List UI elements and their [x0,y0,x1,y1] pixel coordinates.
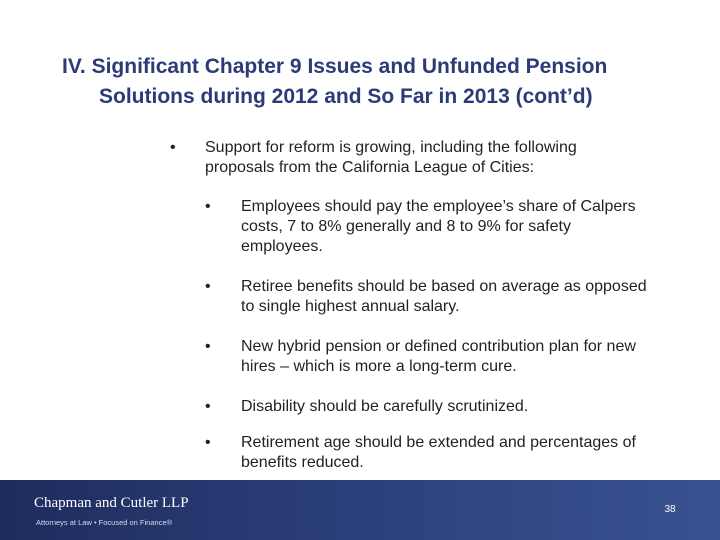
sub-bullet-line: benefits reduced. [241,454,364,471]
bullet-icon: • [205,398,211,415]
firm-tagline: Attorneys at Law • Focused on Finance® [36,518,173,527]
slide-title [62,52,702,112]
slide-title-line-1: IV. Significant Chapter 9 Issues and Unfunded Pension [62,55,608,78]
sub-bullet-text [241,397,528,417]
bullet-icon: • [205,338,211,355]
main-bullet-line-2: proposals from the California League of Cities: [205,159,535,176]
bullet-icon: • [205,198,211,215]
bullet-icon: • [205,278,211,295]
sub-bullet-line: costs, 7 to 8% generally and 8 to 9% for safety [241,218,571,235]
bullet-icon: • [205,434,211,451]
sub-bullet-line: employees. [241,238,323,255]
main-bullet-text [205,138,577,178]
sub-bullet-text [241,197,636,257]
page-number: 38 [664,504,676,515]
firm-logo: Chapman and Cutler LLP [34,495,189,511]
sub-bullet-line: hires – which is more a long-term cure. [241,358,517,375]
main-bullet-line-1: Support for reform is growing, including the following [205,139,577,156]
sub-bullet-line: Employees should pay the employee’s share of Calpers [241,198,636,215]
sub-bullet-line: to single highest annual salary. [241,298,460,315]
slide-title-line-2: Solutions during 2012 and So Far in 2013 (cont’d) [99,85,593,108]
sub-bullet-text [241,277,647,317]
sub-bullet-text [241,433,636,473]
sub-bullet-line: Disability should be carefully scrutinized. [241,398,529,415]
sub-bullet-line: New hybrid pension or defined contribution plan for new [241,338,636,355]
bullet-icon: • [170,139,176,156]
sub-bullet-line: Retirement age should be extended and percentages of [241,434,636,451]
sub-bullet-text [241,337,636,377]
sub-bullet-line: Retiree benefits should be based on average as opposed [241,278,647,295]
